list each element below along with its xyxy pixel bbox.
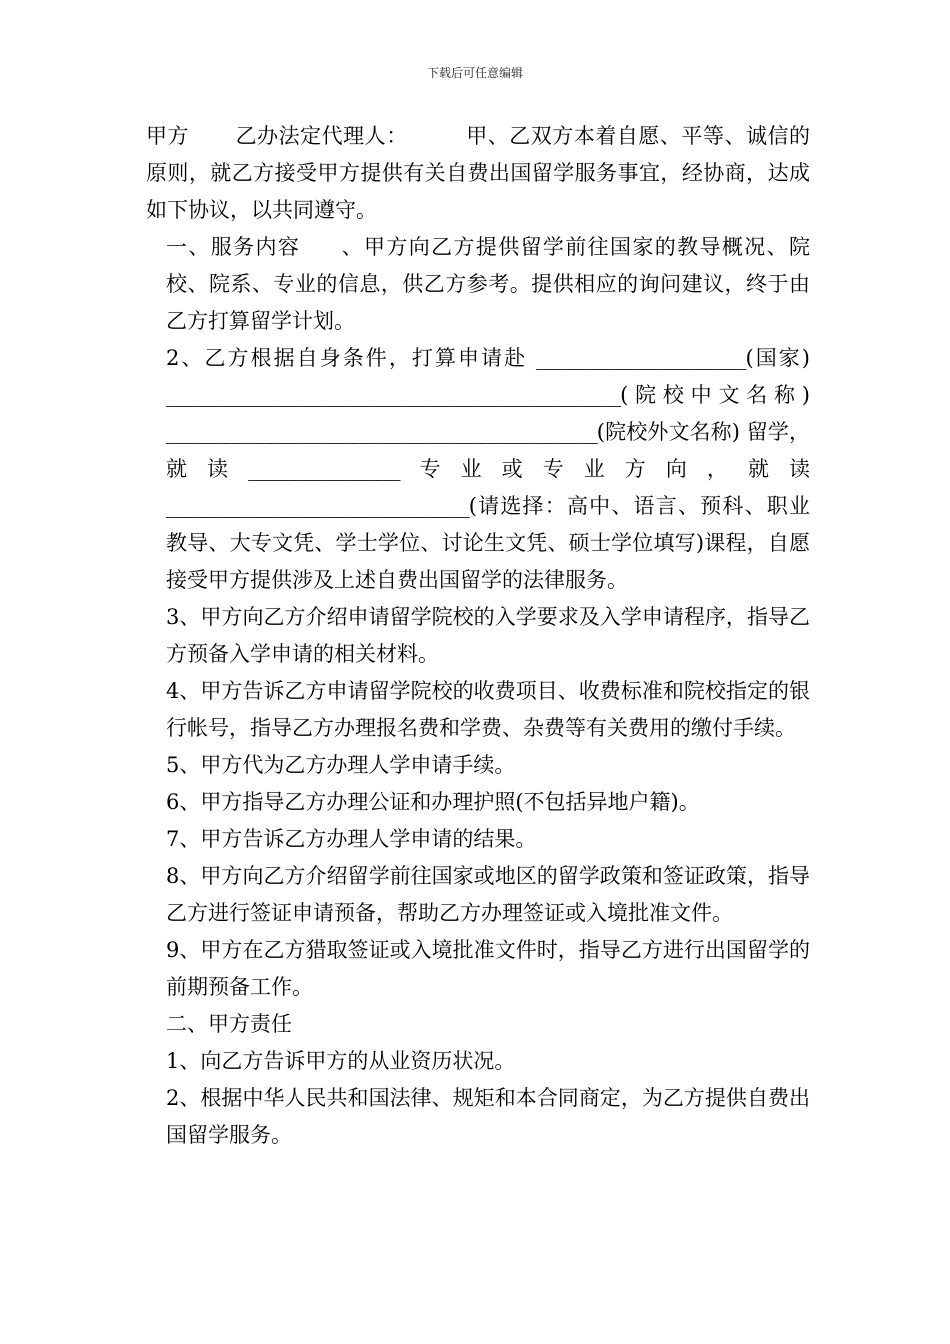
party-b-label: 乙办法定代理人： bbox=[235, 124, 408, 148]
blank-major: _____________ bbox=[248, 457, 400, 481]
party-a-label: 甲方 bbox=[146, 124, 190, 148]
major-label: 专业或专业方向，就读 bbox=[399, 457, 811, 481]
paragraph-item-8: 8、甲方向乙方介绍留学前往国家或地区的留学政策和签证政策，指导乙方进行签证申请预备，帮助乙方办理签证或入境批准文件。 bbox=[166, 864, 810, 925]
paragraph-item-3: 3、甲方向乙方介绍申请留学院校的入学要求及入学申请程序，指导乙方预备入学申请的相关材料。 bbox=[166, 605, 810, 666]
paragraph-item-7: 7、甲方告诉乙方办理人学申请的结果。 bbox=[166, 827, 537, 851]
school-chinese-name-label: (院校中文名称) bbox=[620, 383, 810, 407]
country-label: (国家) bbox=[745, 346, 810, 370]
item-2-text: 2、乙方根据自身条件，打算申请赴 bbox=[166, 346, 536, 370]
blank-course: __________________________ bbox=[166, 494, 469, 518]
page-header: 下载后可任意编辑 bbox=[426, 66, 523, 80]
section-heading-service: 一、服务内容 bbox=[166, 235, 301, 259]
paragraph-item-9: 9、甲方在乙方猎取签证或入境批准文件时，指导乙方进行出国留学的前期预备工作。 bbox=[166, 938, 810, 999]
paragraph-item-2 bbox=[146, 340, 810, 599]
course-label: (请选择：高中、语言、预科、职业教导、大专文凭、学士学位、讨论生文凭、硕士学位填写)课程，自愿接受甲方提供涉及上述自费出国留学的法律服务。 bbox=[166, 494, 810, 592]
paragraph-preamble bbox=[146, 118, 810, 229]
preamble-text: 甲、乙双方本着自愿、平等、诚信的原则，就乙方接受甲方提供有关自费出国留学服务事宜，经协商，达成如下协议，以共同遵守。 bbox=[146, 124, 811, 222]
paragraph-item-4: 4、甲方告诉乙方申请留学院校的收费项目、收费标准和院校指定的银行帐号，指导乙方办理报名费和学费、杂费等有关费用的缴付手续。 bbox=[166, 679, 810, 740]
paragraph-service-content bbox=[146, 229, 810, 340]
blank-school-chinese-name: _______________________________________ bbox=[166, 383, 621, 407]
blank-school-foreign-name: _____________________________________ bbox=[166, 420, 597, 444]
school-foreign-name-label: (院校外文名称) 留学，就读 bbox=[166, 420, 810, 481]
paragraph-item-5: 5、甲方代为乙方办理人学申请手续。 bbox=[166, 753, 516, 777]
document-body bbox=[146, 118, 810, 1154]
blank-country: __________________ bbox=[535, 346, 746, 370]
paragraph-item-6: 6、甲方指导乙方办理公证和办理护照(不包括异地户籍)。 bbox=[166, 790, 700, 814]
paragraph-duty-1: 1、向乙方告诉甲方的从业资历状况。 bbox=[166, 1049, 516, 1073]
paragraph-duty-2: 2、根据中华人民共和国法律、规矩和本合同商定，为乙方提供自费出国留学服务。 bbox=[166, 1086, 810, 1147]
section-heading-party-a-duty: 二、甲方责任 bbox=[166, 1012, 292, 1036]
service-item-1: 、甲方向乙方提供留学前往国家的教导概况、院校、院系、专业的信息，供乙方参考。提供相应的询问建议，终于由乙方打算留学计划。 bbox=[166, 235, 811, 333]
